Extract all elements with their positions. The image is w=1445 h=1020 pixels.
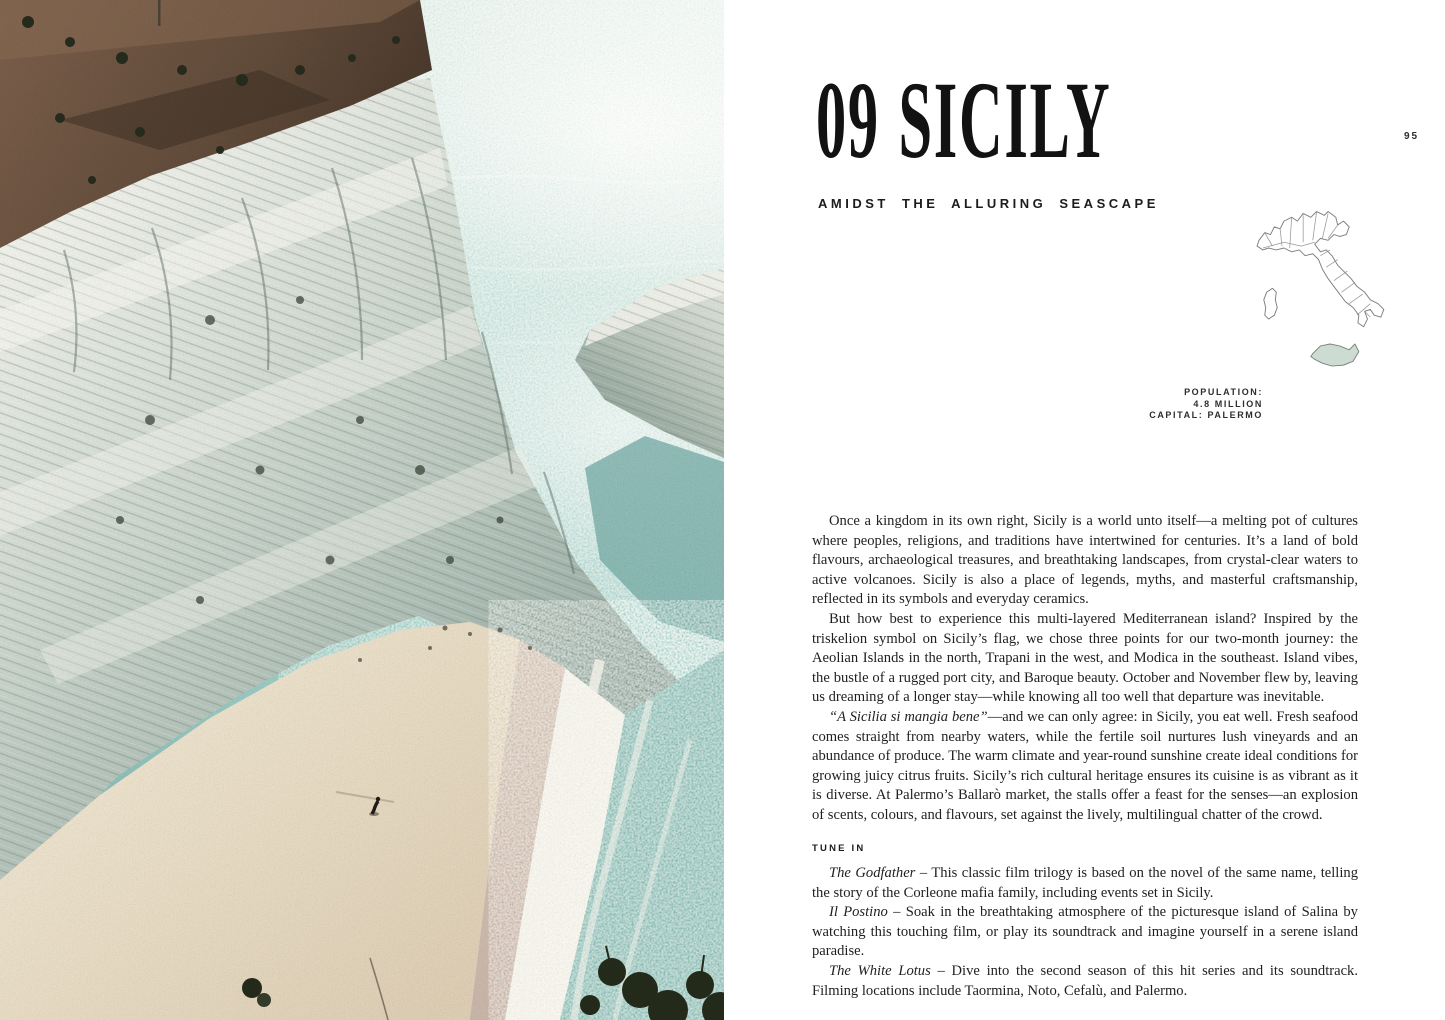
page-number: 95 — [1404, 131, 1420, 142]
paragraph-2: But how best to experience this multi-layered Mediterranean island? Inspired by the triskelion symbol on Sicily’s flag, we chose three points for our two-month journey: the Aeolian Islands in the north, Trapani in the west, and Modica in the southeast. Island vibes, the bustle of a rugged port city, and Baroque beauty. October and November flew by, leaving us dreaming of a longer stay—while knowing all too well that departure was inevitable. — [812, 610, 1358, 706]
sicily-region-highlight — [1311, 344, 1359, 366]
paragraph-1: Once a kingdom in its own right, Sicily is a world unto itself—a melting pot of cultures where peoples, religions, and traditions have intertwined for centuries. It’s a land of bold flavours, archaeological treasures, and breathtaking landscapes, from crystal-clear waters to active volcanoes. Sicily is also a place of legends, myths, and masterful craftsmanship, reflected in its symbols and everyday ceramics. — [812, 513, 1358, 608]
chapter-name: SICILY — [898, 59, 1112, 181]
tune-in-item-il-postino: Il Postino – Soak in the breathtaking atmosphere of the picturesque island of Salina by watching this touching film, or play its soundtrack and imagine yourself in a serene island paradise. — [812, 904, 1358, 960]
population-label: POPULATION: — [1184, 387, 1263, 397]
paragraph-3: “A Sicilia si mangia bene”—and we can only agree: in Sicily, you eat well. Fresh seafood comes straight from nearby waters, while the fertile soil nurtures lush vineyards and an abundance of produce. The warm climate and year-round sunshine create ideal conditions for growing juicy citrus fruits. Sicily’s rich cultural heritage ensures its cuisine is as vibrant as it is diverse. At Palermo’s Ballarò market, the stalls offer a feast for the senses—an explosion of scents, colours, and flavours, set against the lively, multilingual chatter of the crowd. — [812, 708, 1358, 823]
film-title: The White Lotus — [829, 963, 931, 980]
italy-map-block — [1208, 200, 1408, 392]
chapter-number: 09 — [816, 59, 880, 181]
tune-in-heading: TUNE IN — [812, 842, 866, 854]
italy-map-icon — [1222, 200, 1392, 392]
tune-in-item-godfather: The Godfather – This classic film trilogy is based on the novel of the same name, telling the story of the Corleone mafia family, including events set in Sicily. — [812, 865, 1358, 901]
film-title: Il Postino — [829, 904, 888, 921]
right-page — [724, 0, 1445, 1020]
tune-in-item-white-lotus: The White Lotus – Dive into the second season of this hit series and its soundtrack. Filming locations include Taormina, Noto, Cefalù, and Palermo. — [812, 963, 1359, 999]
capital-value: CAPITAL: PALERMO — [1149, 410, 1263, 421]
region-stats — [1063, 387, 1263, 422]
film-title: The Godfather — [829, 865, 916, 882]
chapter-title — [816, 59, 1112, 181]
population-value: 4.8 MILLION — [1193, 398, 1263, 409]
chapter-subtitle: AMIDST THE ALLURING SEASCAPE — [818, 196, 1159, 211]
italic-quote: “A Sicilia si mangia bene” — [829, 708, 988, 725]
body-text — [812, 512, 1358, 1001]
